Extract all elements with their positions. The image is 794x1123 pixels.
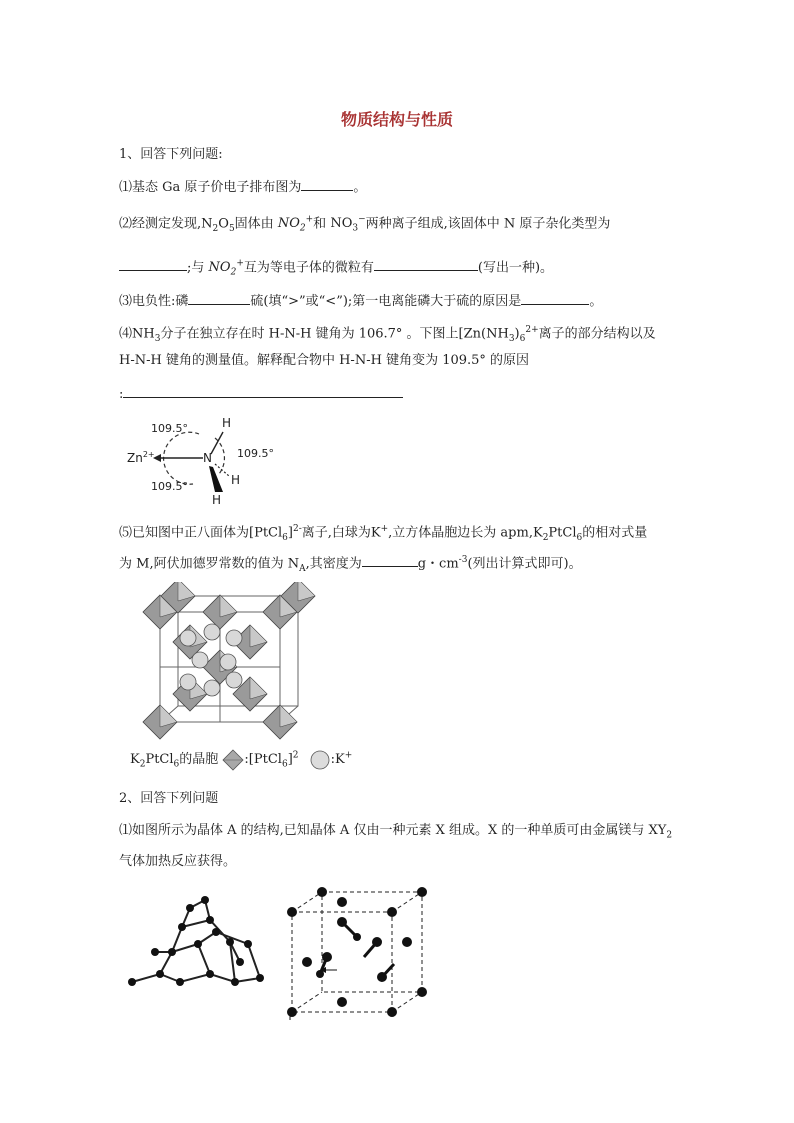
q2-part1: ⑴如图所示为晶体 A 的结构,已知晶体 A 仅由一种元素 X 组成。X 的一种单质可由金属镁与 $XY_2$	[119, 823, 673, 841]
crystal-a-unit-cell-right-figure	[282, 882, 432, 1022]
ion-no3-minus: $NO_3^-$	[330, 215, 366, 234]
q1-part1: ⑴基态 Ga 原子价电子排布图为 。	[119, 177, 366, 197]
angle-label: 109.5°	[151, 422, 188, 435]
k-ion-sphere	[180, 630, 196, 646]
angle-label: 109.5°	[237, 447, 274, 460]
k-ion-sphere	[204, 680, 220, 696]
q1-heading: 1、回答下列问题:	[119, 147, 223, 162]
zn-nh3-structure-figure	[119, 412, 289, 508]
h-label: H	[212, 493, 222, 507]
q1-part5: ⑸已知图中正八面体为[PtCl$_6$]$^{2-}$离子,白球为K+,立方体晶胞边长为 $apm,K_2PtCl_6$的相对式量	[119, 524, 648, 543]
q1-part4: $⑷NH_3$分子在独立存在时 H-N-H 键角为 106.7° 。下图上[$Zn(NH_3)_6^{2+}$离子的部分结构以及	[119, 325, 656, 344]
k-ion-sphere	[226, 672, 242, 688]
answer-blank[interactable]	[362, 553, 418, 567]
q2-heading: 2、回答下列问题	[119, 791, 219, 806]
k-ion-sphere	[226, 630, 242, 646]
crystal-a-structure-left-figure	[120, 882, 270, 1012]
angle-label: 109.5°	[151, 480, 188, 493]
h-label: H	[222, 416, 232, 430]
k-ion-sphere	[180, 674, 196, 690]
page-title: 物质结构与性质	[340, 110, 453, 129]
answer-blank[interactable]	[521, 291, 589, 305]
answer-blank[interactable]	[119, 257, 187, 271]
q1-part2-cont: ;与 $NO_2^+$互为等电子体的微粒有 (写出一种)。	[119, 255, 553, 282]
answer-blank[interactable]	[188, 291, 250, 305]
k-ion-sphere	[192, 652, 208, 668]
q1-part5-cont: 为 M,阿伏加德罗常数的值为 $N_A$,其密度为 g・$cm^{-3}$(列出计算式即可)。	[119, 555, 582, 574]
zn-label: Zn	[127, 451, 143, 465]
n-label: N	[203, 451, 212, 465]
q1-part3: ⑶电负性:磷 硫(填“>”或“<”);第一电离能磷大于硫的原因是 。	[119, 291, 602, 311]
q1-part2: ⑵经测定发现$,N_2O_5$固体由 $NO_2^+$和 $NO_3^-$两种离子组成,该固体中 N 原子杂化类型为	[119, 215, 611, 234]
sphere-icon	[309, 749, 331, 771]
unit-cell-legend: $K_2PtCl_6$的晶胞 :[PtCl$_6$]$^2$ :K+	[130, 748, 352, 771]
k-ion-sphere	[220, 654, 236, 670]
ion-no2-plus: $NO_2^+$	[277, 215, 314, 234]
answer-blank[interactable]	[374, 257, 478, 271]
k-ion-sphere	[204, 624, 220, 640]
h-label: H	[231, 473, 241, 487]
q1-part4-answer: :	[119, 384, 403, 404]
svg-text:Zn2+: $Zn^{2+}$	[127, 450, 155, 465]
q2-part1-cont: 气体加热反应获得。	[119, 854, 237, 869]
answer-line[interactable]	[123, 384, 403, 398]
answer-blank[interactable]	[301, 177, 353, 191]
k2ptcl6-unit-cell-figure	[130, 582, 320, 742]
octahedron-icon	[222, 749, 244, 771]
q1-part4-cont: H-N-H 键角的测量值。解释配合物中 H-N-H 键角变为 109.5° 的原因	[119, 353, 530, 368]
